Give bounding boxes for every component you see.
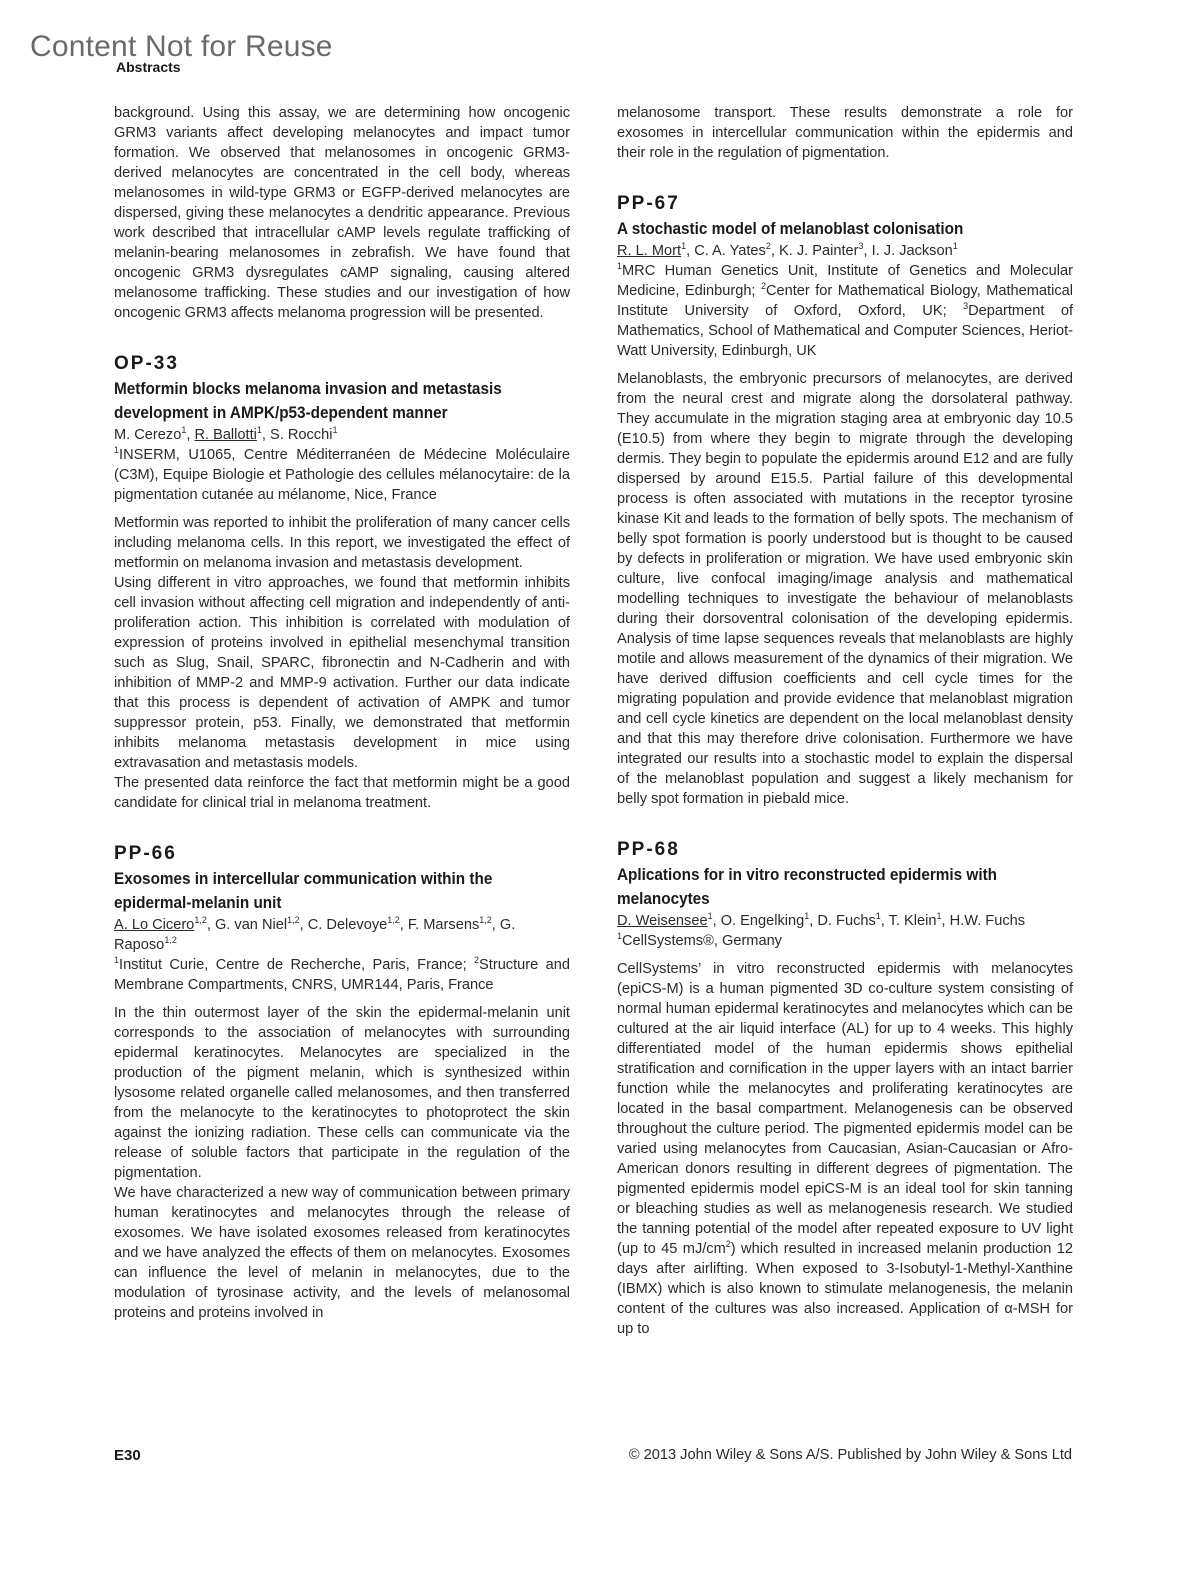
continued-text: background. Using this assay, we are determining how oncogenic GRM3 variants affect developing melanocytes and impact tumor formation. We observed that melanosomes in oncogenic GRM3-derived melanocytes are concentrated in the cell body, whereas melanosomes in wild-type GRM3 or EGFP-derived melanocytes are dispersed, giving these melanocytes a dendritic appearance. Previous work described that intracellular cAMP levels regulate trafficking of melanin-bearing melanosomes in zebrafish. We have found that oncogenic GRM3 dysregulates cAMP signaling, causing altered melanosome trafficking. These studies and our investigation of how oncogenic GRM3 affects melanoma progression will be presented.: [114, 105, 570, 321]
continued-text: melanosome transport. These results demonstrate a role for exosomes in intercellular communication within the epidermis and their role in the regulation of pigmentation.: [617, 105, 1073, 161]
abstract-paragraph: Metformin was reported to inhibit the proliferation of many cancer cells including melanoma cells. In this report, we investigated the effect of metformin on melanoma invasion and metastasis development.: [114, 515, 570, 571]
author-name: H.W. Fuchs: [949, 913, 1026, 929]
author: [950, 913, 1025, 929]
author: [114, 427, 186, 443]
abstract-title: Exosomes in intercellular communication within the epidermal-melanin unit: [114, 869, 493, 912]
author: [617, 243, 686, 259]
author-name: M. Cerezo: [114, 427, 182, 443]
author-name: D. Fuchs: [817, 913, 876, 929]
author: [817, 913, 880, 929]
author-name: G. Raposo: [114, 917, 516, 953]
author-affiliation-mark: 3: [858, 241, 864, 252]
abstract-paragraph: Melanoblasts, the embryonic precursors of melanocytes, are derived from the neural crest and migrate along the dorsolateral pathway. They accumulate in the migration staging area at embryonic day 10.5 (E10.5) from where they begin to migrate through the developing dermis. They begin to populate the epidermis around E12 and are fully dispersed by around E15.5. Partial failure of this developmental process is often associated with mutations in the receptor tyrosine kinase Kit and leads to the formation of belly spots. The mechanism of belly spot formation is poorly understood but is thought to be caused by defects in proliferation or migration. We have used embryonic skin culture, live confocal imaging/image analysis and mathematical modelling techniques to investigate the behaviour of melanoblasts during their dorsoventral colonisation of the developing epidermis. Analysis of time lapse sequences reveals that melanoblasts are highly motile and allows measurement of the dynamics of their migration. We have derived diffusion coefficients and cell cycle times for the migrating population and provide evidence that melanoblast migration and cell cycle kinetics are dependent on the local melanoblast density and that this may therefore drive colonisation. Furthermore we have integrated our results into a stochastic model to explain the dispersal of the melanoblast population and suggest a likely mechanism for belly spot formation in piebald mice.: [617, 371, 1073, 807]
author-name: C. Delevoye: [307, 917, 388, 933]
author: [114, 917, 207, 933]
author-affiliation-mark: 1: [875, 911, 881, 922]
abstract-title: Aplications for in vitro reconstructed epidermis with melanocytes: [617, 865, 998, 908]
abstract-title: A stochastic model of melanoblast colonisation: [617, 219, 964, 238]
author-affiliation-mark: 1: [804, 911, 810, 922]
abstract-code: PP-68: [617, 839, 680, 860]
author-name: D. Weisensee: [617, 913, 708, 929]
author-list: D. Weisensee$^1$, O. Engelking$^1$, D. Fuchs$^1$, T. Klein$^1$, H.W. Fuchs: [617, 911, 1026, 929]
author: [872, 243, 958, 259]
author-affiliation-mark: 1: [936, 911, 942, 922]
copyright-notice: © 2013 John Wiley & Sons A/S. Published by John Wiley & Sons Ltd: [628, 1447, 1072, 1463]
abstract-paragraph: In the thin outermost layer of the skin the epidermal-melanin unit corresponds to the association of melanocytes with surrounding epidermal keratinocytes. Melanocytes are specialized in the production of the pigment melanin, which is synthesized within lysosome related organelle called melanosomes, and then transferred from the melanocyte to the keratinocytes to photoprotect the skin against the ionizing radiation. These cells can communicate via the release of soluble factors that participate in the regulation of the pigmentation.: [114, 1005, 570, 1181]
author: [215, 917, 300, 933]
abstract-paragraph: We have characterized a new way of communication between primary human keratinocytes and melanocytes through the release of exosomes. We have isolated exosomes released from keratinocytes and we have analyzed the effects of them on melanocytes. Exosomes can influence the level of melanin in melanocytes, due to the modulation of tyrosinase activity, and the levels of melanosomal proteins and proteins involved in: [114, 1185, 570, 1321]
abstract-op33: [114, 353, 570, 813]
author-affiliation-mark: 1: [681, 241, 687, 252]
author: [617, 913, 713, 929]
author: [270, 427, 337, 443]
author: [308, 917, 400, 933]
author-affiliation-mark: 1: [256, 425, 262, 436]
author-name: C. A. Yates: [694, 243, 766, 259]
author-affiliation-mark: 1: [332, 425, 338, 436]
running-head: Abstracts: [116, 59, 181, 75]
author-affiliation-mark: 2: [765, 241, 771, 252]
author: [694, 243, 771, 259]
author-list: R. L. Mort$^1$, C. A. Yates$^2$, K. J. Painter$^3$, I. J. Jackson$^1$: [617, 241, 958, 259]
affiliation: $^1$CellSystems®, Germany: [617, 931, 782, 949]
affiliation: $^1$Institut Curie, Centre de Recherche, Paris, France; $^2$Structure and Membrane Compartments, CNRS, UMR144, Paris, France: [114, 955, 570, 993]
author: [408, 917, 492, 933]
right-column: [617, 103, 1073, 1339]
page-number: E30: [114, 1447, 141, 1464]
author: [779, 243, 864, 259]
author-name: A. Lo Cicero: [114, 917, 195, 933]
author-name: R. L. Mort: [617, 243, 682, 259]
abstract-paragraph: The presented data reinforce the fact that metformin might be a good candidate for clinical trial in melanoma treatment.: [114, 775, 570, 811]
author-name: F. Marsens: [407, 917, 480, 933]
author-name: K. J. Painter: [778, 243, 859, 259]
author-affiliation-mark: 1,2: [479, 915, 492, 926]
author-affiliation-mark: 1,2: [387, 915, 400, 926]
watermark: Content Not for Reuse: [30, 30, 333, 63]
author: [721, 913, 810, 929]
abstract-code: PP-67: [617, 193, 680, 214]
author-list: M. Cerezo$^1$, R. Ballotti$^1$, S. Rocchi$^1$: [114, 425, 338, 443]
left-column: [114, 103, 570, 1323]
affiliation: $^1$MRC Human Genetics Unit, Institute of Genetics and Molecular Medicine, Edinburgh; $^2$Center for Mathematical Biology, Mathematical Institute University of Oxford, Oxford, UK; $^3$Department of Mathematics, School of Mathematical and Computer Sciences, Heriot-Watt University, Edinburgh, UK: [617, 261, 1073, 359]
abstract-code: OP-33: [114, 353, 179, 374]
author: [194, 427, 261, 443]
abstract-paragraph: CellSystems’ in vitro reconstructed epidermis with melanocytes (epiCS-M) is a human pigmented 3D co-culture system consisting of normal human epidermal keratinocytes and melanocytes which can be cultured at the air liquid interface (AL) for up to 4 weeks. This highly differentiated model of the human epidermis shows epithelial stratification and cornification in the upper layers with an intact barrier function while the melanocytes and proliferating keratinocytes are located in the basal compartment. Melanogenesis can be observed throughout the culture period. The pigmented epidermis model can be varied using melanocytes from Caucasian, Asian-Caucasian or Afro-American donors resulting in different degrees of pigmentation. The pigmented epidermis model epiCS-M is an ideal tool for skin tanning or bleaching studies as well as melanogenesis research. We studied the tanning potential of the model after repeated exposure to UV light (up to 45 $mJ/cm^2$) which resulted in increased melanin production 12 days after airlifting. When exposed to 3-Isobutyl-1-Methyl-Xanthine (IBMX) which is also known to stimulate melanogenesis, the melanin content of the cultures was also increased. Application of α-MSH for up to: [617, 961, 1073, 1337]
abstract-paragraph: Using different in vitro approaches, we found that metformin inhibits cell invasion without affecting cell migration and independently of anti-proliferation action. This inhibition is correlated with modulation of expression of proteins involved in epithelial mesenchymal transition such as Slug, Snail, SPARC, fibronectin and N-Cadherin and with inhibition of MMP-2 and MMP-9 activation. Further our data indicate that this process is dependent of activation of AMPK and tumor suppressor protein, p53. Finally, we demonstrated that metformin inhibits melanoma metastasis development in mice using extravasation and metastasis models.: [114, 575, 570, 771]
author-list: A. Lo Cicero$^{1,2}$, G. van Niel$^{1,2}$, C. Delevoye$^{1,2}$, F. Marsens$^{1,2}$, G. Raposo$^{1,2}$: [114, 915, 516, 953]
author-name: G. van Niel: [214, 917, 288, 933]
abstract-pp68: [617, 839, 1073, 1339]
author-affiliation-mark: 1,2: [287, 915, 300, 926]
author-affiliation-mark: 1: [181, 425, 187, 436]
author-affiliation-mark: 1,2: [164, 935, 177, 946]
author-name: O. Engelking: [720, 913, 805, 929]
abstract-pp66: [114, 843, 570, 1323]
author-name: T. Klein: [888, 913, 937, 929]
author-name: S. Rocchi: [270, 427, 333, 443]
abstract-code: PP-66: [114, 843, 177, 864]
author-affiliation-mark: 1: [952, 241, 958, 252]
author-name: R. Ballotti: [194, 427, 257, 443]
author: [889, 913, 942, 929]
author-affiliation-mark: 1,2: [194, 915, 207, 926]
abstract-title: Metformin blocks melanoma invasion and metastasis development in AMPK/p53-dependent manner: [114, 379, 502, 422]
abstract-pp67: [617, 193, 1073, 809]
author-affiliation-mark: 1: [707, 911, 713, 922]
author-name: I. J. Jackson: [871, 243, 953, 259]
affiliation: $^1$INSERM, U1065, Centre Méditerranéen de Médecine Moléculaire (C3M), Equipe Biologie et Pathologie des cellules mélanocytaire: de la pigmentation cutanée au mélanome, Nice, France: [114, 445, 570, 503]
